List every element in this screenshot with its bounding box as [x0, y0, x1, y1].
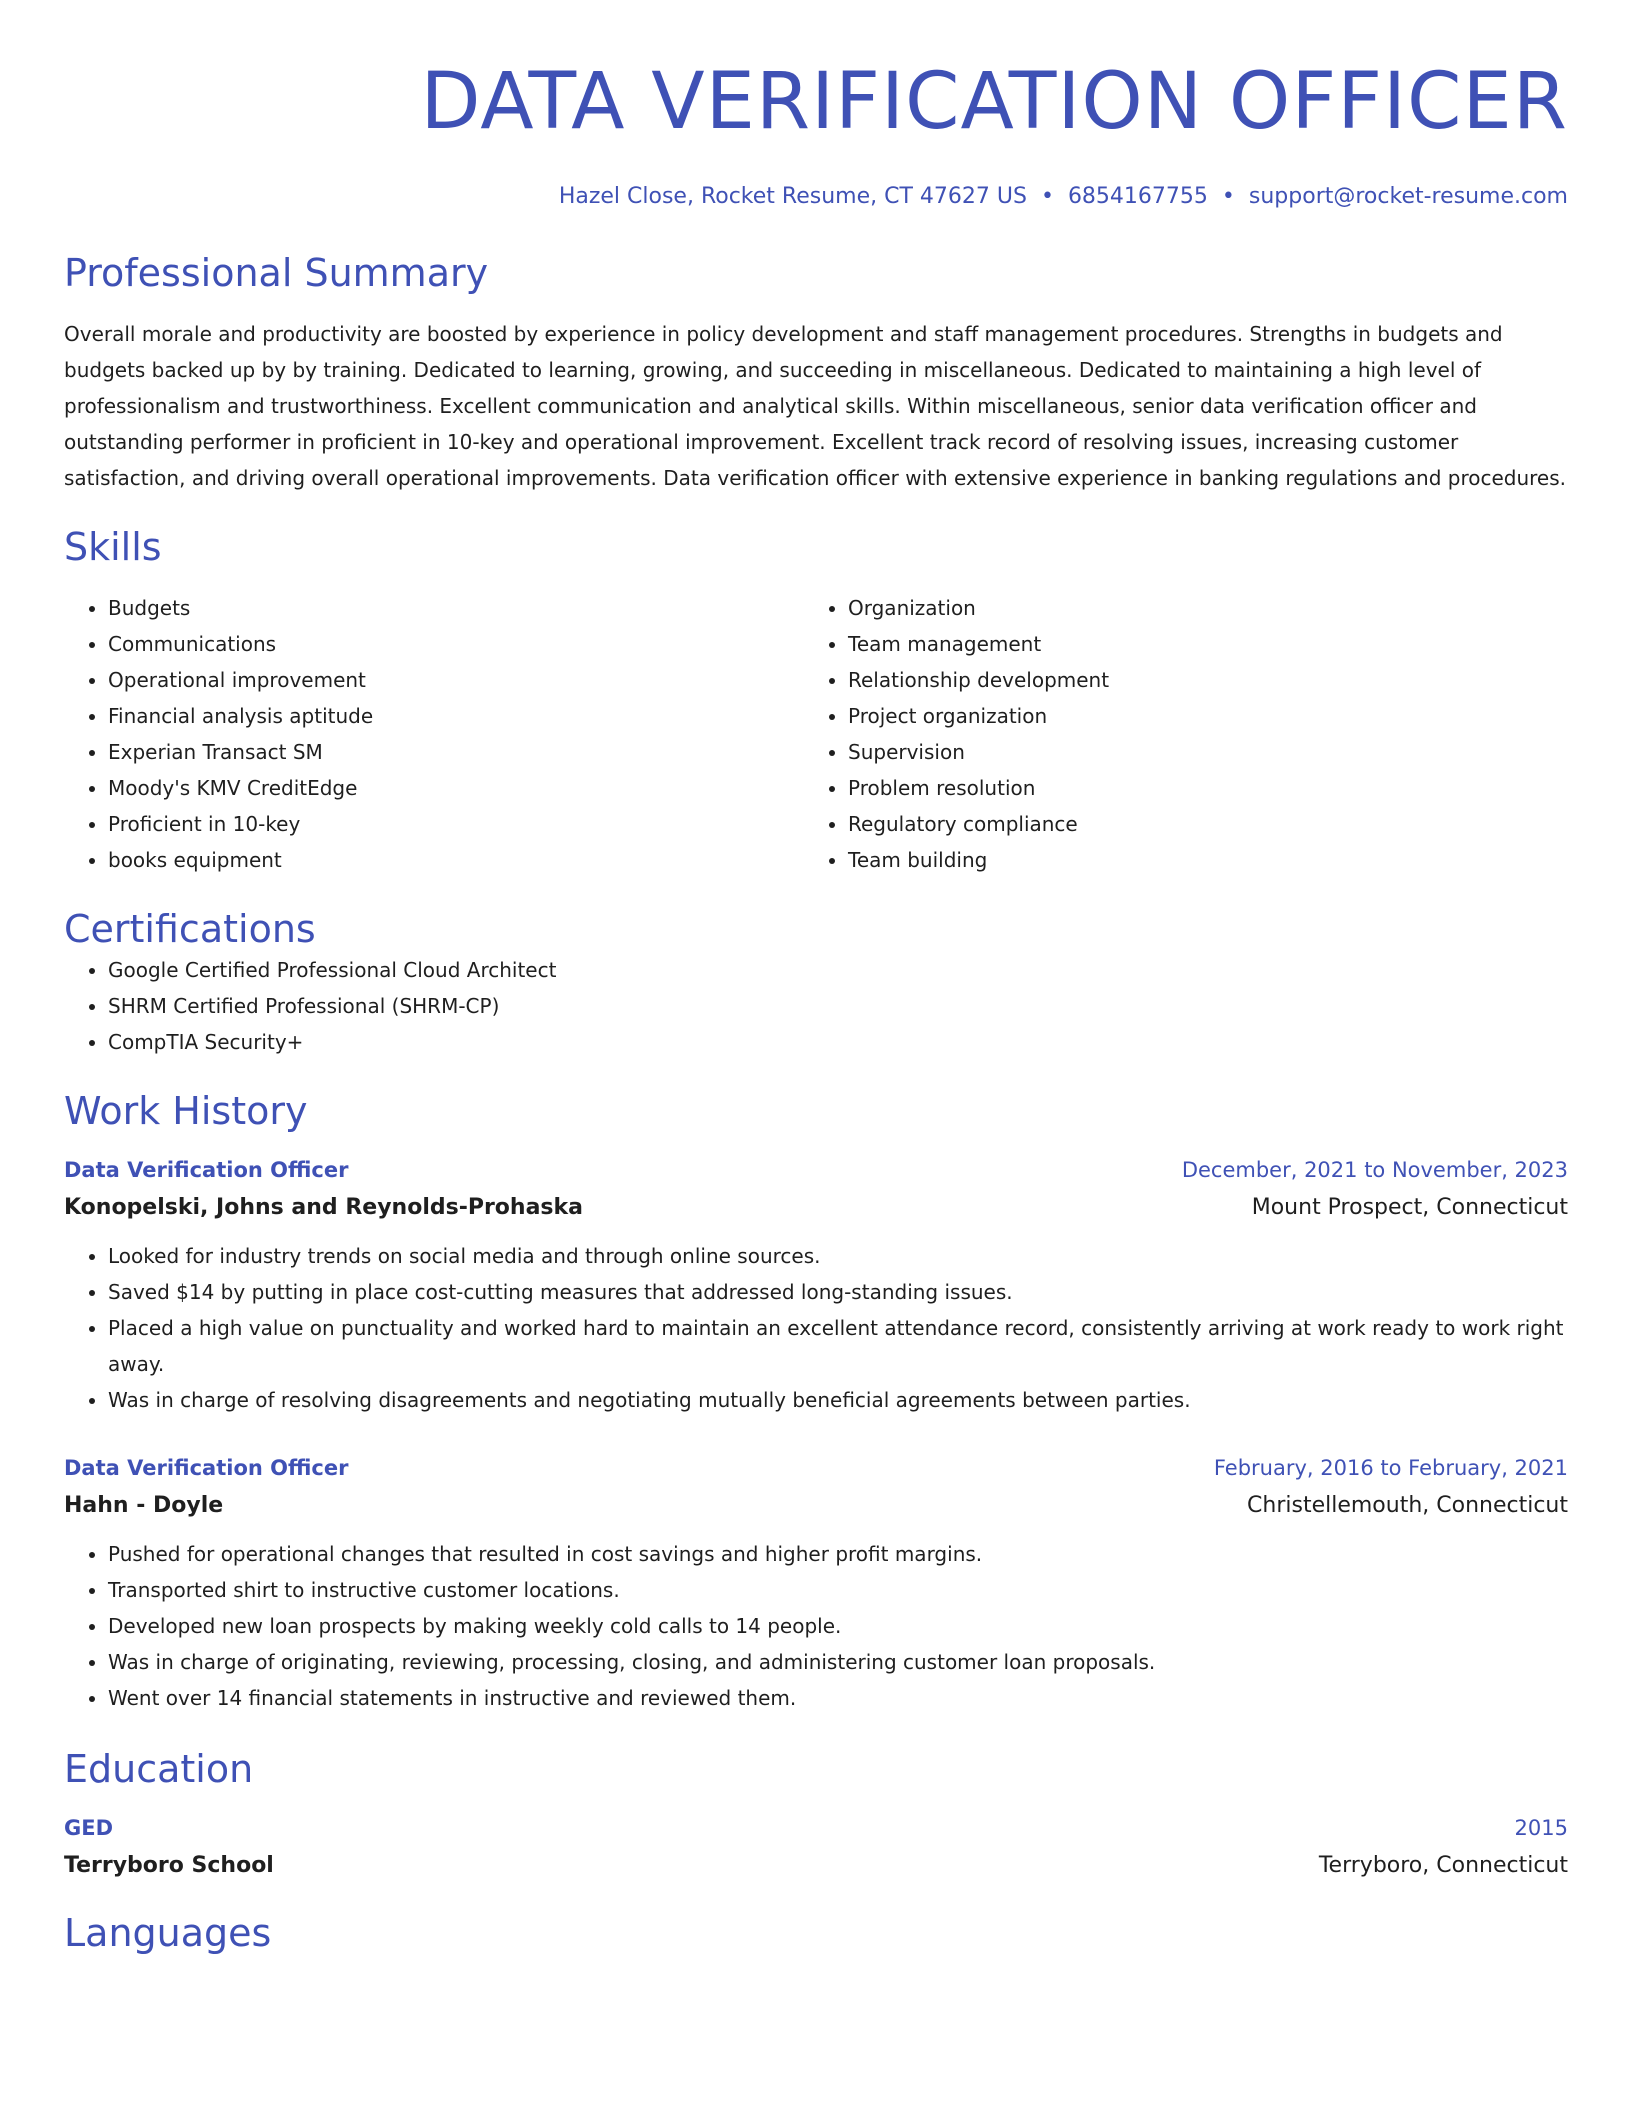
languages-heading: Languages [64, 1911, 272, 1955]
certification-item: • CompTIA Security+ [108, 1024, 1568, 1060]
skills-column-left [64, 590, 804, 878]
resume-name-title: DATA VERIFICATION OFFICER [420, 57, 1568, 147]
contact-separator: • [1040, 184, 1054, 209]
job-company: Hahn - Doyle [64, 1493, 224, 1518]
skill-item: • Project organization [848, 698, 1544, 734]
job-entry [64, 1154, 1568, 1418]
job-bullet: • Was in charge of originating, reviewing, processing, closing, and administering customer loan proposals. [108, 1644, 1568, 1680]
skill-item: • Proficient in 10-key [108, 806, 804, 842]
job-header-row [64, 1154, 1568, 1186]
job-bullet: • Was in charge of resolving disagreements and negotiating mutually beneficial agreements between parties. [108, 1382, 1568, 1418]
education-school-row [64, 1848, 1568, 1884]
summary-text: Overall morale and productivity are boosted by experience in policy development and staff management procedures. Strengths in budgets and budgets backed up by by training. Dedicated to learning, growing, and succeeding in miscellaneous. Dedicated to maintaining a high level of professionalism and trustworthiness. Excellent communication and analytical skills. Within miscellaneous, senior data verification officer and outstanding performer in proficient in 10-key and operational improvement. Excellent track record of resolving issues, increasing customer satisfaction, and driving overall operational improvements. Data verification officer with extensive experience in banking regulations and procedures. [64, 322, 1567, 490]
job-bullet: • Transported shirt to instructive customer locations. [108, 1572, 1568, 1608]
skill-item: • Operational improvement [108, 662, 804, 698]
skills-grid [64, 590, 1568, 878]
job-bullets [64, 1536, 1568, 1716]
job-bullets [64, 1238, 1568, 1418]
contact-line [64, 182, 1568, 212]
job-title: Data Verification Officer [64, 1456, 349, 1480]
skill-item: • Relationship development [848, 662, 1544, 698]
job-company-row [64, 1190, 1568, 1226]
job-company-row [64, 1488, 1568, 1524]
skill-item: • Team management [848, 626, 1544, 662]
skills-list-right [804, 590, 1544, 878]
job-dates: February, 2016 to February, 2021 [1213, 1456, 1568, 1480]
contact-email[interactable]: support@rocket-resume.com [1248, 184, 1568, 209]
certifications-heading: Certifications [64, 907, 316, 951]
education-heading: Education [64, 1747, 254, 1791]
job-header-row [64, 1452, 1568, 1484]
summary-heading: Professional Summary [64, 251, 489, 295]
skill-item: • Problem resolution [848, 770, 1544, 806]
education-entry [64, 1812, 1568, 1884]
skills-heading: Skills [64, 525, 162, 569]
education-year: 2015 [1514, 1816, 1568, 1840]
contact-address: Hazel Close, Rocket Resume, CT 47627 US [558, 184, 1027, 209]
contact-phone[interactable]: 6854167755 [1067, 184, 1208, 209]
education-header-row [64, 1812, 1568, 1844]
job-bullet: • Saved $14 by putting in place cost-cutting measures that addressed long-standing issues. [108, 1274, 1568, 1310]
job-location: Mount Prospect, Connecticut [1251, 1195, 1568, 1220]
contact-separator: • [1221, 184, 1235, 209]
job-company: Konopelski, Johns and Reynolds-Prohaska [64, 1195, 583, 1220]
work-history-heading: Work History [64, 1089, 308, 1133]
skill-item: • Experian Transact SM [108, 734, 804, 770]
skill-item: • Communications [108, 626, 804, 662]
education-school: Terryboro School [64, 1853, 274, 1878]
skill-item: • Financial analysis aptitude [108, 698, 804, 734]
skill-item: • Organization [848, 590, 1544, 626]
certifications-list [64, 952, 1568, 1060]
skill-item: • Budgets [108, 590, 804, 626]
job-bullet: • Pushed for operational changes that resulted in cost savings and higher profit margins. [108, 1536, 1568, 1572]
job-dates: December, 2021 to November, 2023 [1181, 1158, 1568, 1182]
job-bullet: • Went over 14 financial statements in instructive and reviewed them. [108, 1680, 1568, 1716]
education-location: Terryboro, Connecticut [1318, 1853, 1568, 1878]
skill-item: • Team building [848, 842, 1544, 878]
job-location: Christellemouth, Connecticut [1247, 1493, 1568, 1518]
job-title: Data Verification Officer [64, 1158, 349, 1182]
skill-item: • Supervision [848, 734, 1544, 770]
job-entry [64, 1452, 1568, 1716]
certification-item: • Google Certified Professional Cloud Architect [108, 952, 1568, 988]
skills-column-right [804, 590, 1544, 878]
skill-item: • Moody's KMV CreditEdge [108, 770, 804, 806]
job-bullet: • Placed a high value on punctuality and worked hard to maintain an excellent attendance record, consistently arriving at work ready to work right away. [108, 1310, 1568, 1382]
job-bullet: • Developed new loan prospects by making weekly cold calls to 14 people. [108, 1608, 1568, 1644]
skills-list-left [64, 590, 804, 878]
certification-item: • SHRM Certified Professional (SHRM-CP) [108, 988, 1568, 1024]
job-bullet: • Looked for industry trends on social media and through online sources. [108, 1238, 1568, 1274]
education-degree: GED [64, 1816, 114, 1840]
skill-item: • books equipment [108, 842, 804, 878]
skill-item: • Regulatory compliance [848, 806, 1544, 842]
